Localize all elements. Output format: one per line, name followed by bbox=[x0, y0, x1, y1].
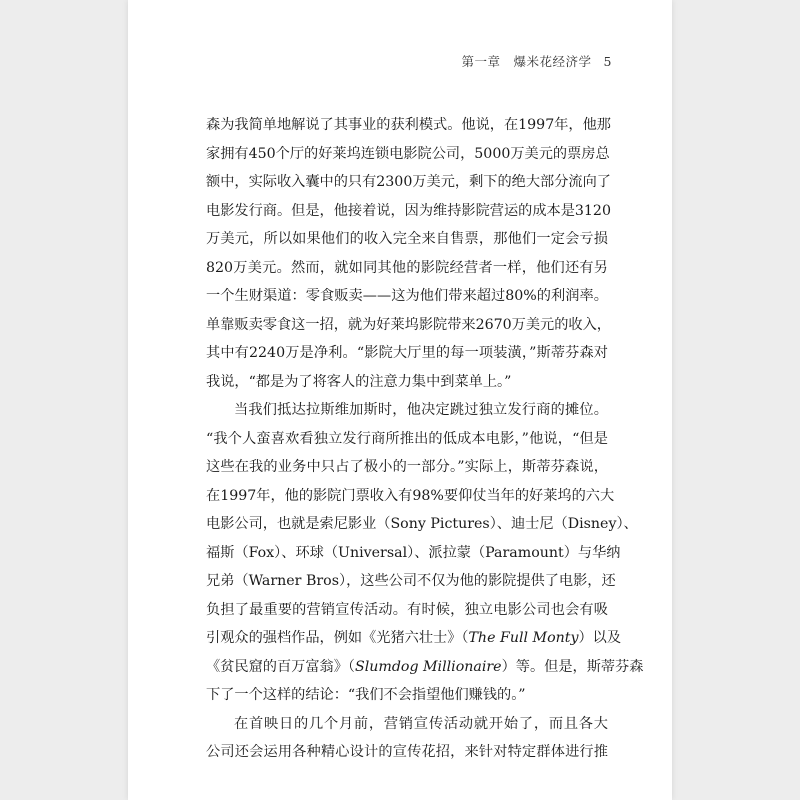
film-title-english: Slumdog Millionaire bbox=[354, 658, 502, 675]
text-line: 森为我简单地解说了其事业的获利模式。他说，在1997年，他那 bbox=[206, 117, 611, 133]
chapter-title: 第一章 爆米花经济学 bbox=[461, 54, 592, 69]
text-line: 万美元，所以如果他们的收入完全来自售票，那他们一定会亏损 bbox=[206, 231, 608, 247]
text-line: 820万美元。然而，就如同其他的影院经营者一样，他们还有另 bbox=[206, 259, 608, 276]
text-line-mixed bbox=[206, 624, 622, 653]
text-line: “我个人蛮喜欢看独立发行商所推出的低成本电影，”他说，“但是 bbox=[206, 430, 608, 447]
text-run: 《贫民窟的百万富翁》（ bbox=[206, 658, 355, 675]
text-line: 负担了最重要的营销宣传活动。有时候，独立电影公司也会有吸 bbox=[206, 601, 608, 618]
running-header bbox=[462, 52, 612, 70]
text-line: 福斯（Fox）、环球（Universal）、派拉蒙（Paramount）与华纳 bbox=[206, 544, 621, 561]
body-text bbox=[206, 111, 644, 767]
text-line: 家拥有450个厅的好莱坞连锁电影院公司，5000万美元的票房总 bbox=[206, 145, 610, 162]
text-line: 公司还会运用各种精心设计的宣传花招，来针对特定群体进行推 bbox=[206, 744, 608, 760]
text-run: ）等。但是，斯蒂芬森 bbox=[501, 658, 644, 675]
text-line: 其中有2240万是净利。“影院大厅里的每一项装潢，”斯蒂芬森对 bbox=[206, 345, 608, 361]
text-line-mixed bbox=[206, 653, 644, 682]
text-line: 在1997年，他的影院门票收入有98%要仰仗当年的好莱坞的六大 bbox=[206, 487, 615, 504]
text-line: 单靠贩卖零食这一招，就为好莱坞影院带来2670万美元的收入， bbox=[206, 316, 611, 333]
text-line: 电影发行商。但是，他接着说，因为维持影院营运的成本是3120 bbox=[206, 202, 611, 219]
text-line: 一个生财渠道：零食贩卖——这为他们带来超过80%的利润率。 bbox=[206, 288, 608, 304]
text-line: 我说，“都是为了将客人的注意力集中到菜单上。” bbox=[206, 373, 512, 390]
text-line: 在首映日的几个月前，营销宣传活动就开始了，而且各大 bbox=[234, 715, 608, 732]
text-line: 这些在我的业务中只占了极小的一部分。”实际上，斯蒂芬森说， bbox=[206, 459, 608, 475]
book-page bbox=[128, 0, 672, 800]
text-line: 当我们抵达拉斯维加斯时，他决定跳过独立发行商的摊位。 bbox=[234, 402, 608, 418]
text-run: 引观众的强档作品，例如《光猪六壮士》（ bbox=[206, 630, 469, 646]
text-line: 电影公司，也就是索尼影业（Sony Pictures）、迪士尼（Disney）、 bbox=[206, 516, 638, 532]
text-line: 下了一个这样的结论：“我们不会指望他们赚钱的。” bbox=[206, 687, 526, 703]
film-title-english: The Full Monty bbox=[468, 630, 579, 646]
text-line: 额中，实际收入囊中的只有2300万美元，剩下的绝大部分流向了 bbox=[206, 174, 611, 190]
text-run: ）以及 bbox=[578, 630, 622, 646]
text-line: 兄弟（Warner Bros），这些公司不仅为他的影院提供了电影，还 bbox=[206, 573, 616, 589]
page-number: 5 bbox=[603, 54, 612, 69]
